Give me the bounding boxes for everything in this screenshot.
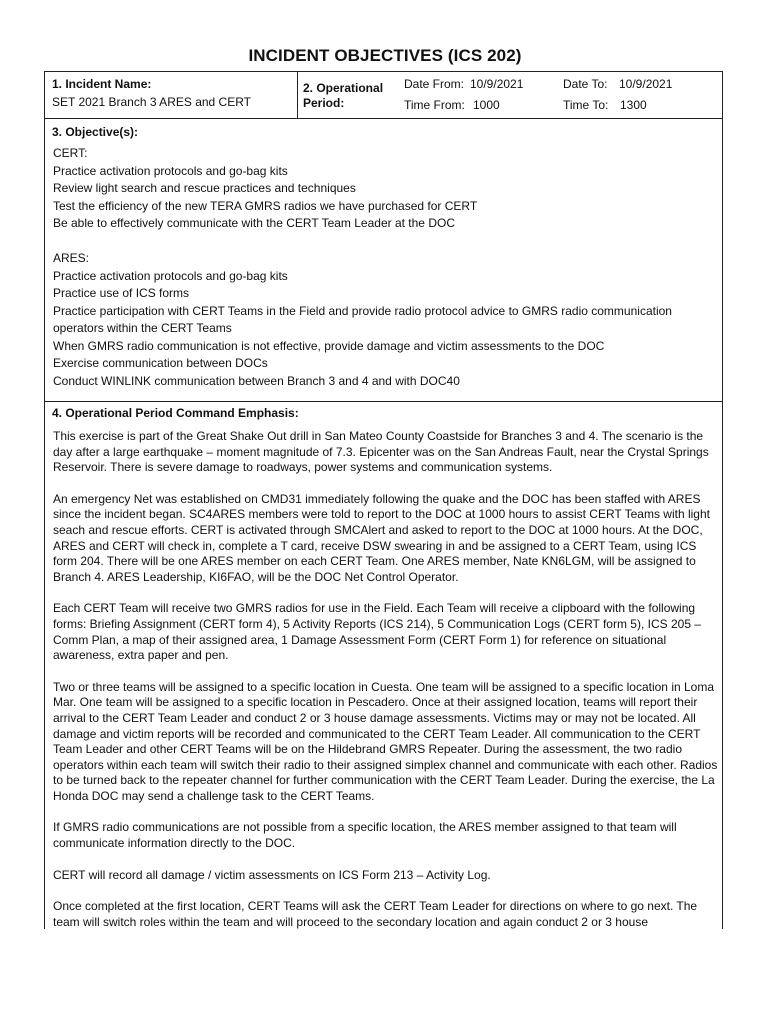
list-item: Test the efficiency of the new TERA GMRS radios we have purchased for CERT bbox=[53, 198, 478, 213]
list-item: Practice activation protocols and go-bag kits bbox=[53, 163, 288, 178]
incident-name-cell bbox=[45, 72, 298, 118]
paragraph: CERT will record all damage / victim assessments on ICS Form 213 – Activity Log. bbox=[53, 867, 491, 882]
list-item: Practice use of ICS forms bbox=[53, 286, 190, 300]
list-item: Conduct WINLINK communication between Branch 3 and 4 and with DOC40 bbox=[53, 373, 460, 388]
command-emphasis-label: 4. Operational Period Command Emphasis: bbox=[52, 406, 299, 420]
list-item: When GMRS radio communication is not effective, provide damage and victim assessments to the DOC bbox=[53, 338, 605, 353]
incident-name-label: 1. Incident Name: bbox=[52, 77, 152, 91]
header-row bbox=[45, 72, 722, 119]
time-from-value: 1000 bbox=[473, 98, 500, 112]
paragraph: Two or three teams will be assigned to a specific location in Cuesta. One team will be assigned to a specific location in Loma Mar. One team will be assigned to a specific location in Pescadero. Once at their assigned location, teams will report their arrival to the CERT Team Leader and conduct 2 or 3 house damage assessments. Victims may or may not be located. All damage and victim reports will be recorded and communicated to the CERT Team Leader. All communication to the CERT Team Leader and other CERT Teams will be on the Hildebrand GMRS Repeater. During the assessment, the two radio operators within each team will switch their radio to their assigned simplex channel and communicate with each other. Radios to be turned back to the repeater channel for further communication with the CERT Team Leader. During the exercise, the La Honda DOC may send a challenge task to the CERT Teams. bbox=[53, 679, 718, 803]
date-to-value: 10/9/2021 bbox=[619, 77, 673, 91]
objectives-content bbox=[53, 145, 718, 390]
objectives-label: 3. Objective(s): bbox=[52, 125, 139, 139]
objectives-section bbox=[45, 119, 722, 402]
paragraph: Each CERT Team will receive two GMRS radios for use in the Field. Each Team will receive a clipboard with the following forms: Briefing Assignment (CERT form 4), 5 Activity Reports (ICS 214), 5 Communication Logs (CERT form 5), ICS 205 – Comm Plan, a map of their assigned area, 1 Damage Assessment Form (CERT Form 1) for reference on situational awareness, extra paper and pen. bbox=[53, 601, 702, 663]
command-emphasis-section bbox=[45, 402, 722, 929]
form-frame bbox=[44, 71, 723, 929]
date-from-value: 10/9/2021 bbox=[470, 77, 524, 91]
list-item: Review light search and rescue practices and techniques bbox=[53, 181, 356, 195]
time-from-label: Time From: bbox=[404, 98, 465, 112]
paragraph: If GMRS radio communications are not possible from a specific location, the ARES member assigned to that team will communicate information directly to the DOC. bbox=[53, 820, 677, 851]
operational-period-label-2: Period: bbox=[303, 96, 345, 110]
list-item: Be able to effectively communicate with the CERT Team Leader at the DOC bbox=[53, 216, 455, 230]
time-to-label: Time To: bbox=[563, 98, 609, 112]
list-item: Practice activation protocols and go-bag kits bbox=[53, 268, 288, 283]
list-item: operators within the CERT Teams bbox=[53, 321, 232, 335]
cert-heading: CERT: bbox=[53, 146, 88, 160]
paragraph: Once completed at the first location, CERT Teams will ask the CERT Team Leader for directions on where to go next. The team will switch roles within the team and will proceed to the secondary location and again conduct 2 or 3 house bbox=[53, 899, 698, 929]
list-item: Practice participation with CERT Teams in the Field and provide radio protocol advice to GMRS radio communication bbox=[53, 303, 672, 318]
paragraph: This exercise is part of the Great Shake Out drill in San Mateo County Coastside for Branches 3 and 4. The scenario is the day after a large earthquake – moment magnitude of 7.3. Epicenter was on the San Andreas Fault, near the Crystal Springs Reservoir. There is severe damage to roadways, power systems and communication systems. bbox=[53, 429, 709, 475]
command-emphasis-content bbox=[53, 429, 718, 929]
list-item: Exercise communication between DOCs bbox=[53, 356, 268, 370]
incident-name-value: SET 2021 Branch 3 ARES and CERT bbox=[52, 95, 252, 109]
time-to-value: 1300 bbox=[620, 98, 647, 112]
ares-heading: ARES: bbox=[53, 251, 90, 265]
paragraph: An emergency Net was established on CMD31 immediately following the quake and the DOC has been staffed with ARES since the incident began. SC4ARES members were told to report to the DOC at 1000 hours to assist CERT Teams with light seach and rescue efforts. CERT is activated through SMCAlert and asked to report to the DOC at 1000 hours. At the DOC, ARES and CERT will check in, complete a T card, receive DSW swearing in and be assigned to a CERT Team, using ICS form 204. There will be one ARES member on each CERT Team. One ARES member, Nate KN6LGM, will be assigned to Branch 4. ARES Leadership, KI6FAO, will be the DOC Net Control Operator. bbox=[53, 491, 710, 584]
date-from-label: Date From: bbox=[404, 77, 465, 91]
operational-period-label: 2. Operational bbox=[303, 81, 384, 95]
form-title: INCIDENT OBJECTIVES (ICS 202) bbox=[248, 46, 522, 65]
date-to-label: Date To: bbox=[563, 77, 608, 91]
